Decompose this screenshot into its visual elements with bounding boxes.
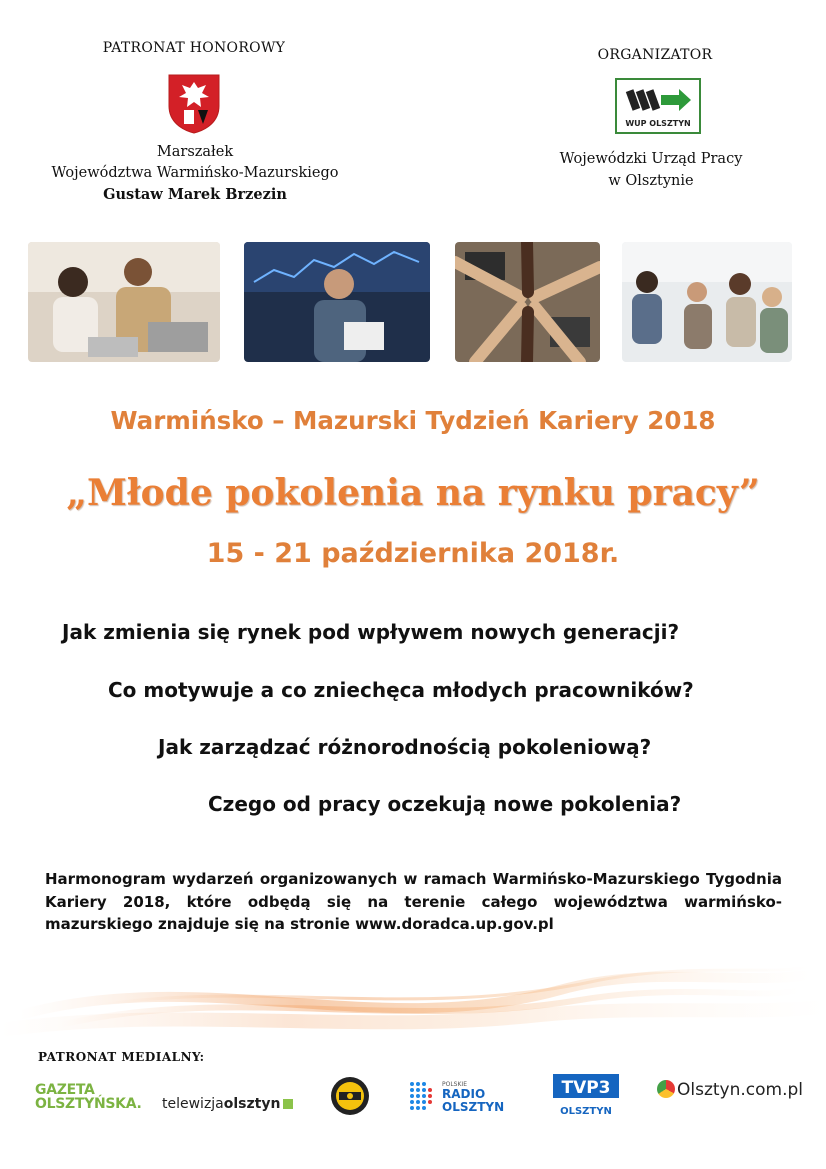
gazeta-logo-line2: OLSZTYŃSKA. [35,1096,142,1112]
telewizja-olsztyn-logo [162,1096,293,1112]
radio-logo-line1: RADIO [442,1087,486,1101]
question-3: Jak zarządzać różnorodnością pokoleniową? [158,735,652,759]
telewizja-logo-bold: olsztyn [223,1096,281,1112]
photo-man-stock-charts [244,242,430,362]
olsztyn-site-logo-icon [657,1080,675,1098]
gazeta-olsztynska-logo [35,1083,142,1111]
question-2: Co motywuje a co zniechęca młodych pracowników? [108,678,694,702]
telewizja-logo-light: telewizja [162,1096,224,1112]
olsztyn-site-text: Olsztyn.com.pl [677,1080,804,1100]
olsztyn-com-pl-logo [657,1080,803,1100]
patron-name: Gustaw Marek Brzezin [103,186,287,203]
photo-group-meeting [622,242,792,362]
media-patronage-title: PATRONAT MEDIALNY: [38,1050,205,1064]
organizer-city: w Olsztynie [608,173,694,189]
question-1: Jak zmienia się rynek pod wpływem nowych generacji? [62,620,680,644]
event-main-title: „Młode pokolenia na rynku pracy” [66,472,760,514]
patron-role: Marszałek [156,144,234,160]
event-dates: 15 - 21 października 2018r. [206,538,620,569]
tvp-logo-city: OLSZTYN [560,1106,612,1117]
honorary-patron-block [30,142,360,205]
radio-uwm-fm-logo-icon [330,1076,370,1116]
honorary-patronage-title: PATRONAT HONOROWY [102,40,286,56]
organizer-name: Wojewódzki Urząd Pracy [559,151,743,167]
decorative-flame-swirl [0,945,826,1045]
tvp-logo-number: TVP3 [561,1078,611,1098]
wup-logo-text: WUP OLSZTYN [625,119,691,128]
radio-logo-small: POLSKIE [442,1081,467,1088]
voivodeship-coat-of-arms-icon [166,72,222,134]
photo-team-fist-bump [455,242,600,362]
polskie-radio-olsztyn-logo [408,1078,518,1114]
radio-logo-line2: OLSZTYN [442,1100,505,1114]
question-4: Czego od pracy oczekują nowe pokolenia? [208,792,682,816]
photo-colleagues-laptop [28,242,220,362]
tvp3-olsztyn-logo [553,1074,623,1118]
career-week-title: Warmińsko – Mazurski Tydzień Kariery 2018 [110,406,716,435]
wup-olsztyn-logo [615,78,701,134]
organizer-block [540,148,762,192]
schedule-info-paragraph: Harmonogram wydarzeń organizowanych w ramach Warmińsko-Mazurskiego Tygodnia Kariery 2018, które odbędą się na terenie całego województwa warmińsko-mazurskiego znajduje się na stronie www.doradca.up.gov.pl [45,870,782,933]
green-square-icon [283,1099,293,1109]
patron-region: Województwa Warmińsko-Mazurskiego [51,165,339,181]
organizer-title: ORGANIZATOR [597,47,713,63]
gazeta-logo-line1: GAZETA [35,1082,95,1098]
